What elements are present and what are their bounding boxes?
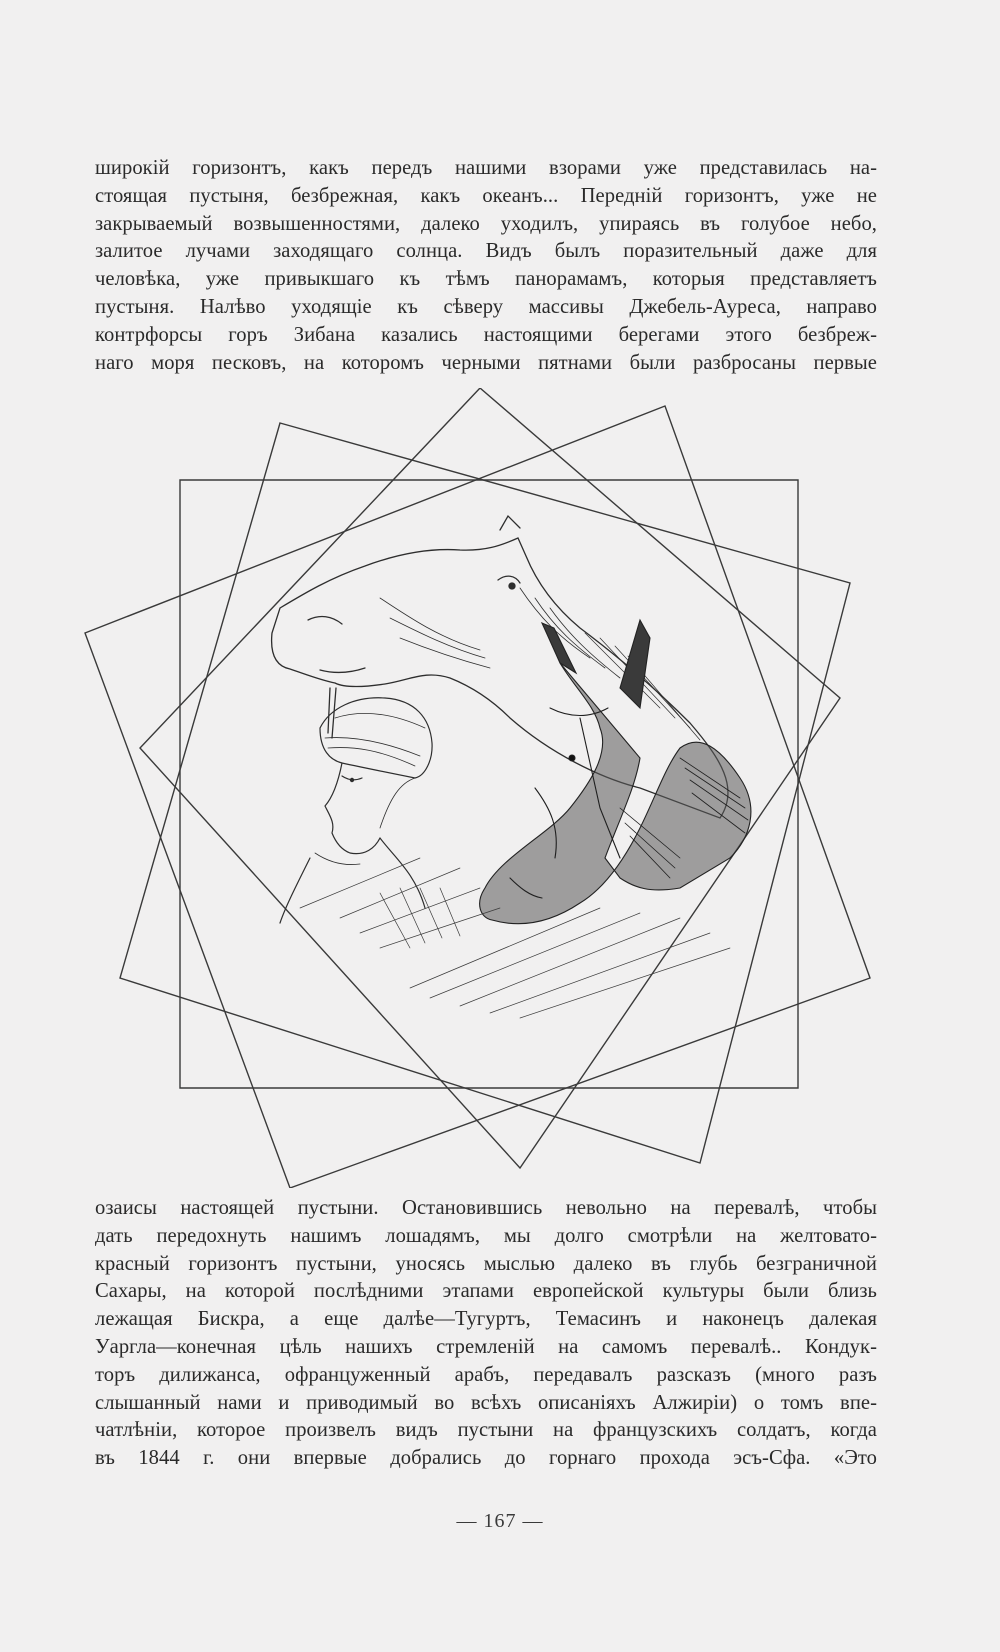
text-line: контрфорсы горъ Зибана казались настоящими берегами этого безбреж- (95, 323, 877, 346)
frame-square-tilted-a (85, 406, 870, 1188)
bottom-paragraph (95, 1195, 877, 1473)
text-line: широкій горизонтъ, какъ передъ нашими взорами уже представилась на- (95, 157, 877, 179)
text-line: торъ дилижанса, офранцуженный арабъ, передавалъ разсказъ (много разъ (95, 1363, 877, 1386)
top-paragraph (95, 155, 877, 377)
text-line: дать передохнуть нашимъ лошадямъ, мы долго смотрѣли на желтовато- (95, 1224, 877, 1247)
engraving-illustration (80, 388, 880, 1188)
text-line: красный горизонтъ пустыни, уносясь мыслью далеко въ глубь безграничной (95, 1252, 877, 1275)
text-line: пустыня. Налѣво уходящіе къ сѣверу массивы Джебель-Ауреса, направо (95, 295, 877, 318)
text-line: залитое лучами заходящаго солнца. Видъ былъ поразительный даже для (95, 240, 877, 263)
text-line: человѣка, уже привыкшаго къ тѣмъ панорамамъ, которыя представляетъ (95, 268, 877, 291)
mule-head (480, 620, 751, 924)
star-frame (85, 388, 870, 1188)
text-line: стоящая пустыня, безбрежная, какъ океанъ... Передній горизонтъ, уже не (95, 184, 877, 207)
page-number: — 167 — (456, 1510, 544, 1532)
text-line: Сахары, на которой послѣдними этапами европейской культуры были близь (95, 1280, 877, 1303)
text-line: лежащая Бискра, а еще далѣе—Тугуртъ, Темасинъ и наконецъ далекая (95, 1308, 877, 1331)
text-line: наго моря песковъ, на которомъ черными пятнами были разбросаны первые (95, 351, 877, 374)
text-line: слышанный нами и приводимый во всѣхъ описаніяхъ Алжиріи) о томъ впе- (95, 1391, 877, 1414)
text-line: чатлѣніи, которое произвелъ видъ пустыни на французскихъ солдатъ, когда (95, 1419, 877, 1442)
text-line: въ 1844 г. они впервые добрались до горнаго прохода эсъ-Сфа. «Это (95, 1447, 877, 1470)
text-line: Уаргла—конечная цѣль нашихъ стремленій на самомъ перевалѣ.. Кондук- (95, 1335, 877, 1358)
text-line: закрываемый возвышенностями, далеко уходилъ, упираясь въ голубое небо, (95, 212, 877, 235)
text-line: озаисы настоящей пустыни. Остановившись невольно на перевалѣ, чтобы (95, 1197, 877, 1219)
